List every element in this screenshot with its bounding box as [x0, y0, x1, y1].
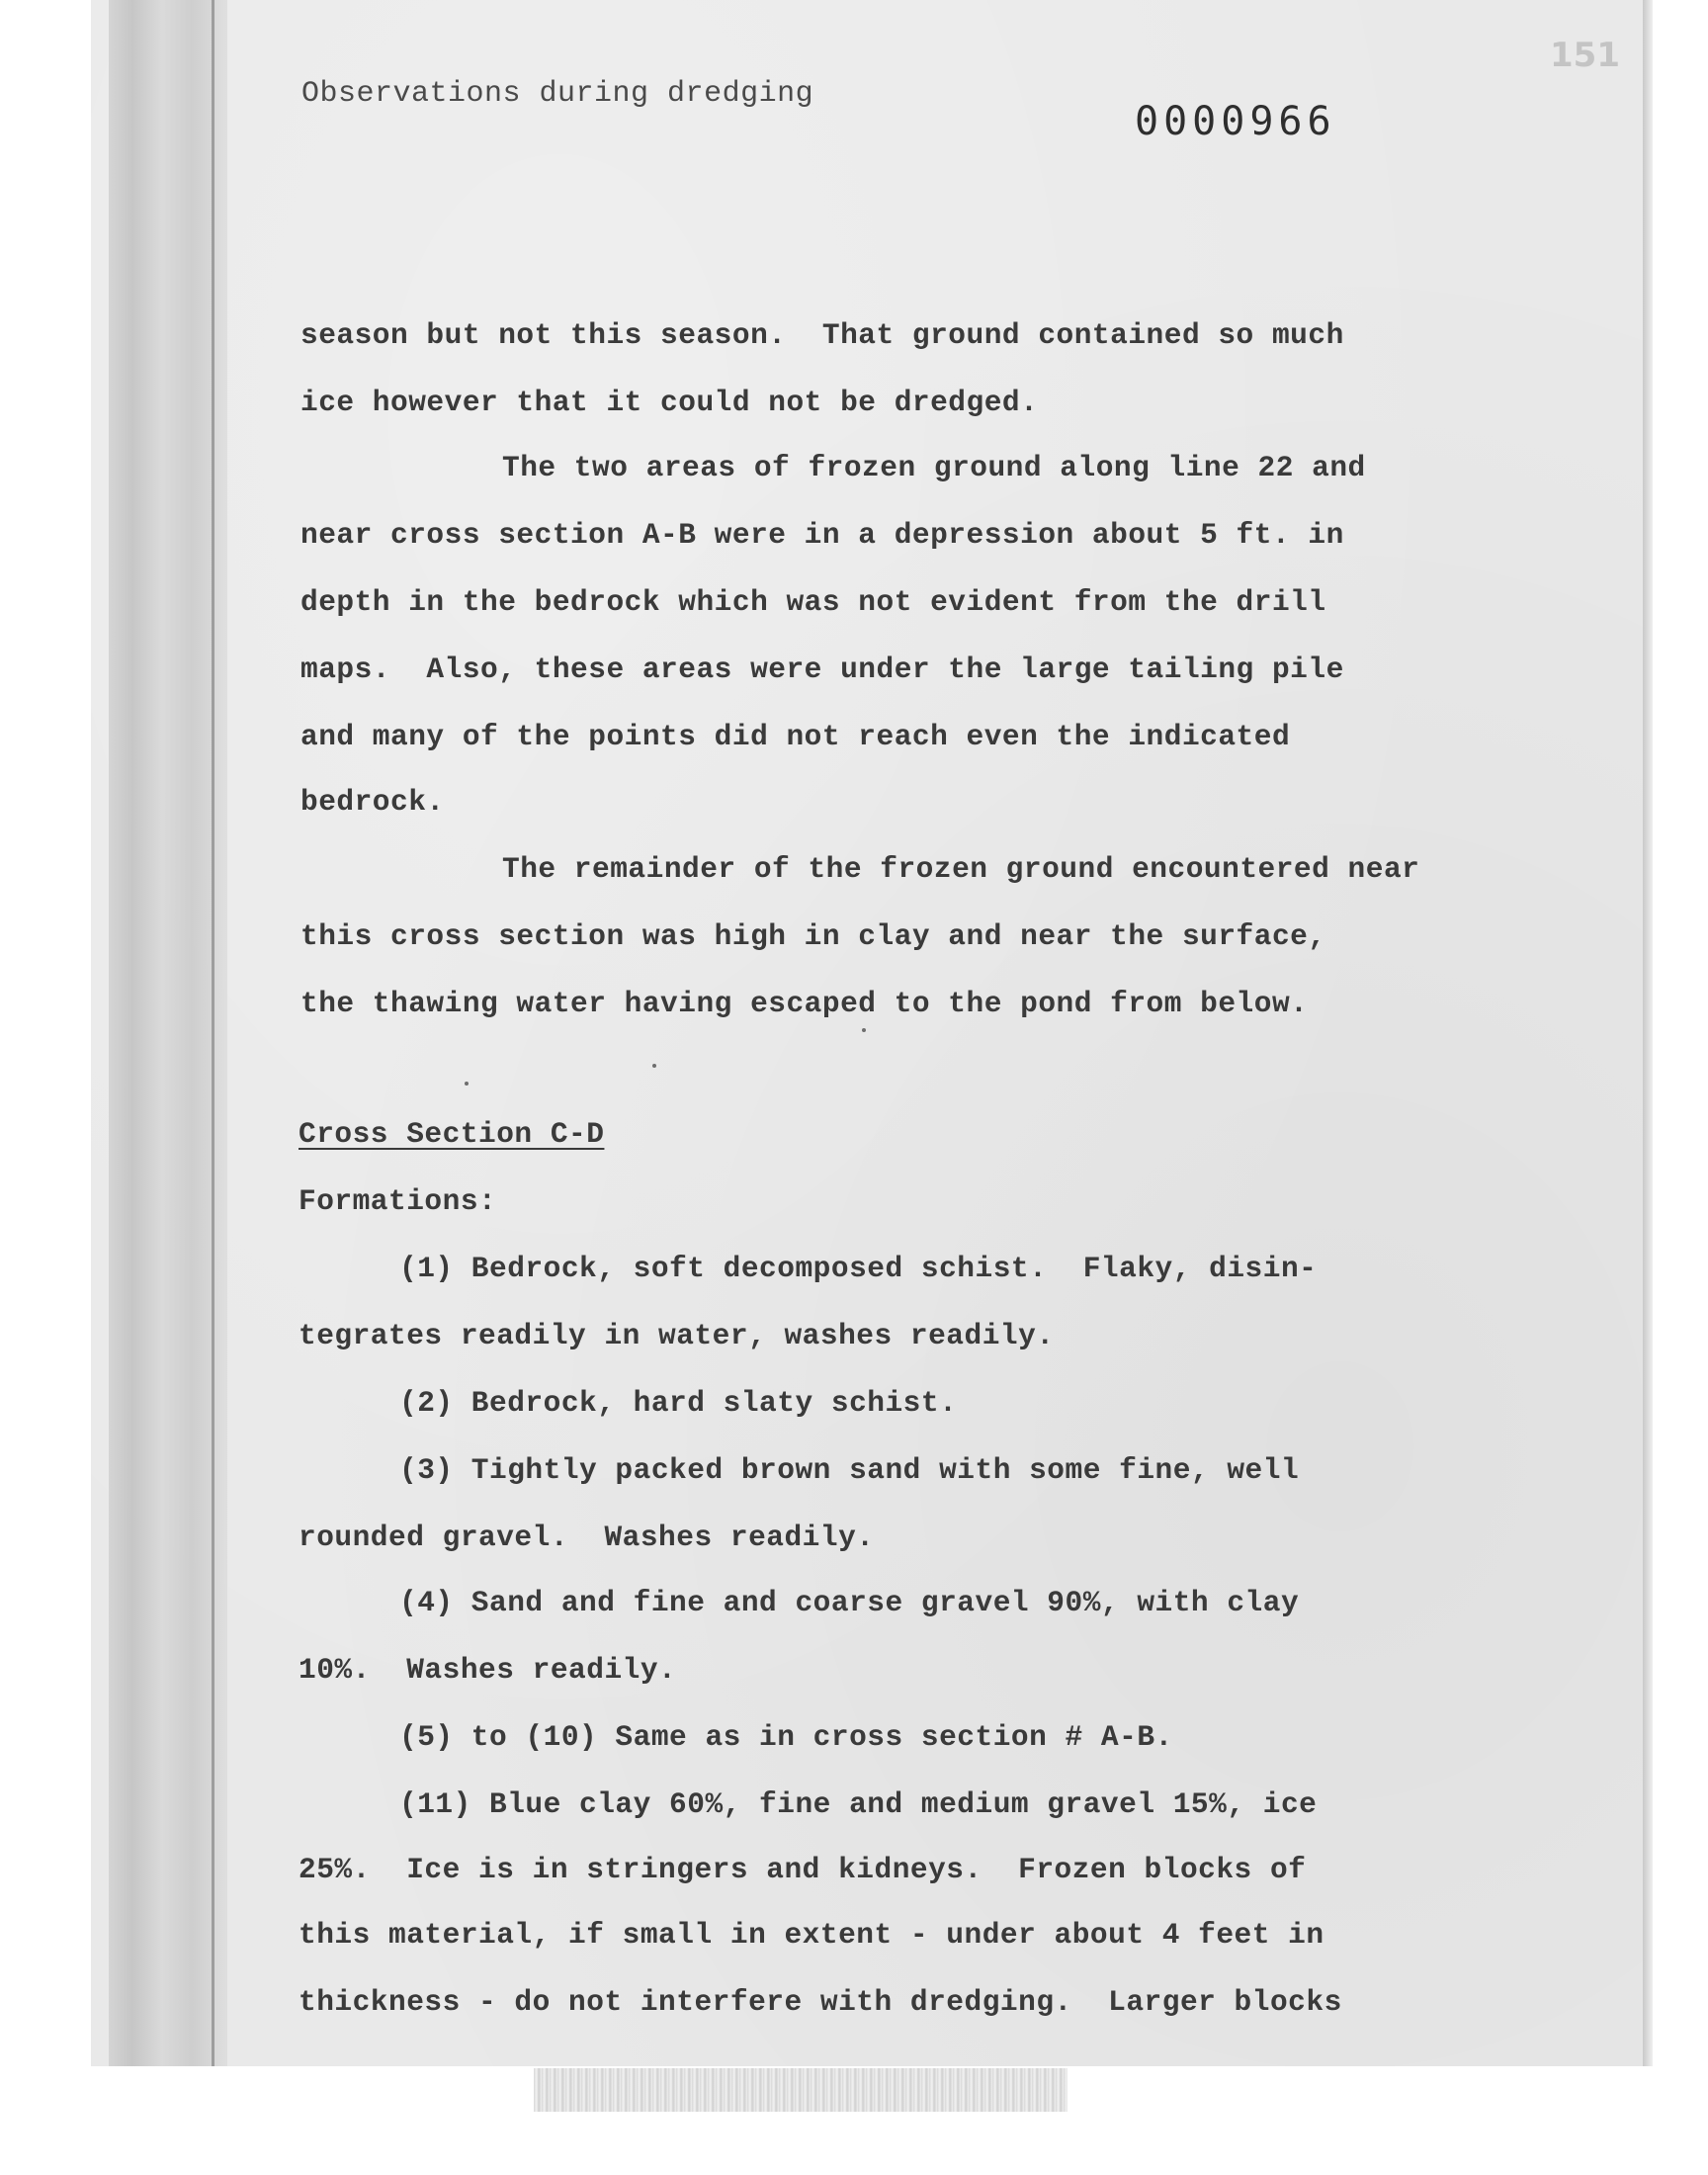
text-line: (4) Sand and fine and coarse gravel 90%, with clay — [399, 1586, 1300, 1619]
stamped-document-number: 0000966 — [1135, 99, 1336, 144]
binding-edge-line — [212, 0, 214, 2066]
text-line: and many of the points did not reach even the indicated — [300, 720, 1291, 753]
text-line: the thawing water having escaped to the pond from below. — [300, 987, 1309, 1020]
text-line: this material, if small in extent - under about 4 feet in — [299, 1918, 1324, 1952]
text-line: bedrock. — [300, 785, 445, 819]
ink-speck — [465, 1082, 469, 1086]
text-line: this cross section was high in clay and near the surface, — [300, 919, 1326, 953]
ink-speck — [652, 1064, 656, 1068]
text-line: 10%. Washes readily. — [299, 1653, 677, 1687]
paper-sheet — [91, 0, 1653, 2066]
text-line: The remainder of the frozen ground encountered near — [502, 852, 1420, 886]
text-line: ice however that it could not be dredged. — [300, 386, 1039, 419]
text-line: maps. Also, these areas were under the large tailing pile — [300, 652, 1344, 686]
text-line: 25%. Ice is in stringers and kidneys. Frozen blocks of — [299, 1853, 1307, 1886]
scanner-artifact — [534, 2068, 1068, 2112]
text-line: (2) Bedrock, hard slaty schist. — [399, 1386, 958, 1420]
text-line: depth in the bedrock which was not evident from the drill — [300, 585, 1326, 619]
text-line: Formations: — [299, 1184, 497, 1218]
text-line: (1) Bedrock, soft decomposed schist. Flaky, disin- — [399, 1252, 1318, 1285]
paper-right-edge — [1643, 0, 1653, 2066]
binding-margin-shadow — [109, 0, 227, 2066]
text-line: (11) Blue clay 60%, fine and medium gravel 15%, ice — [399, 1787, 1318, 1821]
text-line: rounded gravel. Washes readily. — [299, 1521, 875, 1554]
faint-page-number: 151 — [1550, 36, 1620, 75]
text-line: near cross section A-B were in a depression about 5 ft. in — [300, 518, 1344, 552]
text-line: (3) Tightly packed brown sand with some fine, well — [399, 1453, 1300, 1487]
header-title: Observations during dredging — [301, 77, 814, 111]
text-line: The two areas of frozen ground along line 22 and — [502, 451, 1366, 484]
text-line: thickness - do not interfere with dredging. Larger blocks — [299, 1985, 1342, 2019]
ink-speck — [862, 1028, 866, 1032]
text-line: season but not this season. That ground contained so much — [300, 318, 1344, 352]
section-heading: Cross Section C-D — [299, 1117, 605, 1151]
text-line: (5) to (10) Same as in cross section # A-B. — [399, 1720, 1173, 1754]
text-line: tegrates readily in water, washes readily. — [299, 1319, 1055, 1352]
